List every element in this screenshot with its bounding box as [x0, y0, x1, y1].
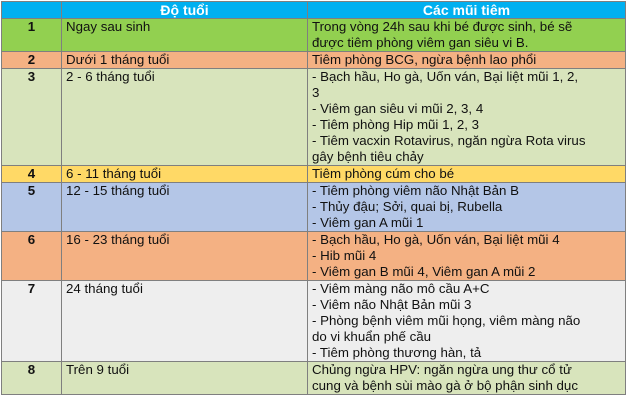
row-age: 12 - 15 tháng tuổi: [62, 183, 308, 232]
row-vaccines: [308, 183, 626, 232]
table-row: [2, 52, 626, 69]
row-age: 6 - 11 tháng tuổi: [62, 166, 308, 183]
row-vaccines: [308, 362, 626, 395]
vaccine-line: - Viêm gan B mũi 4, Viêm gan A mũi 2: [312, 264, 536, 279]
table-header-row: [2, 2, 626, 19]
row-number: 4: [2, 166, 62, 183]
row-age: 2 - 6 tháng tuổi: [62, 69, 308, 166]
row-age: Ngay sau sinh: [62, 19, 308, 52]
header-age: Độ tuổi: [62, 2, 308, 19]
vaccine-line: - Viêm gan A mũi 1: [312, 215, 424, 230]
vaccine-line: Tiêm phòng BCG, ngừa bệnh lao phổi: [312, 52, 537, 67]
row-number: 7: [2, 281, 62, 362]
table-row: [2, 183, 626, 232]
row-number: 1: [2, 19, 62, 52]
row-number: 3: [2, 69, 62, 166]
row-vaccines: [308, 232, 626, 281]
row-vaccines: [308, 166, 626, 183]
row-vaccines: [308, 19, 626, 52]
vaccine-line: - Tiêm phòng viêm não Nhật Bản B: [312, 183, 519, 198]
header-number: [2, 2, 62, 19]
vaccine-line: - Tiêm vacxin Rotavirus, ngăn ngừa Rota virus: [312, 133, 586, 148]
vaccine-line: do vi khuẩn phế cầu: [312, 329, 432, 344]
vaccine-line: - Hib mũi 4: [312, 248, 377, 263]
vaccine-line: Tiêm phòng cúm cho bé: [312, 166, 455, 181]
row-number: 2: [2, 52, 62, 69]
row-vaccines: [308, 69, 626, 166]
table-row: [2, 281, 626, 362]
vaccine-line: được tiêm phòng viêm gan siêu vi B.: [312, 35, 529, 50]
vaccine-line: Chủng ngừa HPV: ngăn ngừa ung thư cổ tử: [312, 362, 572, 377]
vaccine-line: - Viêm não Nhật Bản mũi 3: [312, 297, 472, 312]
vaccine-line: - Thủy đậu; Sởi, quai bị, Rubella: [312, 199, 503, 214]
vaccine-line: cung và bệnh sùi mào gà ở bộ phận sinh dục: [312, 378, 578, 393]
vaccine-line: - Bạch hầu, Ho gà, Uốn ván, Bại liệt mũi 4: [312, 232, 560, 247]
table-row: [2, 362, 626, 395]
vaccine-line: - Viêm gan siêu vi mũi 2, 3, 4: [312, 101, 484, 116]
row-vaccines: [308, 52, 626, 69]
row-age: Dưới 1 tháng tuổi: [62, 52, 308, 69]
vaccine-line: - Phòng bệnh viêm mũi họng, viêm màng não: [312, 313, 581, 328]
table-row: [2, 19, 626, 52]
row-number: 6: [2, 232, 62, 281]
header-vaccines: Các mũi tiêm: [308, 2, 626, 19]
row-age: 16 - 23 tháng tuổi: [62, 232, 308, 281]
vaccine-line: - Bạch hầu, Ho gà, Uốn ván, Bại liệt mũi 1, 2,: [312, 69, 579, 84]
table-row: [2, 232, 626, 281]
vaccination-schedule-table: [1, 1, 626, 395]
vaccine-line: Trong vòng 24h sau khi bé được sinh, bé sẽ: [312, 19, 573, 34]
vaccine-line: - Tiêm phòng thương hàn, tả: [312, 345, 482, 360]
row-vaccines: [308, 281, 626, 362]
row-number: 5: [2, 183, 62, 232]
table-row: [2, 166, 626, 183]
table-row: [2, 69, 626, 166]
row-number: 8: [2, 362, 62, 395]
row-age: 24 tháng tuổi: [62, 281, 308, 362]
vaccine-line: - Viêm màng não mô cầu A+C: [312, 281, 490, 296]
vaccine-line: 3: [312, 85, 320, 100]
row-age: Trên 9 tuổi: [62, 362, 308, 395]
vaccine-line: - Tiêm phòng Hip mũi 1, 2, 3: [312, 117, 480, 132]
vaccine-line: gây bệnh tiêu chảy: [312, 149, 424, 164]
